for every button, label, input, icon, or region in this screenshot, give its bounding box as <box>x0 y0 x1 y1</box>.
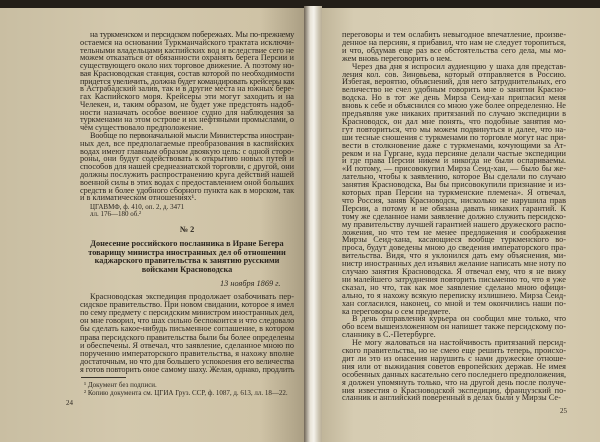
body-text-line: величество не счел удобным говорить мне о занятии Красно- <box>342 85 566 95</box>
body-text-line: чём существовало предположение. <box>80 123 204 133</box>
document-title-line: каджарского правительства к занятию русскими <box>94 256 280 266</box>
body-text-line: Мирзы Сеид-хана, касающиеся вообще туркменского во- <box>342 235 566 245</box>
body-text-line: которых прав Персии на туркменские племена». Я отвечал, <box>342 188 566 197</box>
body-text-line: он мне говорил, что шах сильно беспокоится и что следовало <box>80 316 295 326</box>
body-text-line: ши тесные сношения с туркменами по торговле могут нас при- <box>342 132 566 142</box>
body-text-line: и обеспечены. Я отвечал, что заявление, сделанное мною по <box>80 340 294 350</box>
body-text-line: вая Красноводская станция, состав которой по необходимости <box>80 68 294 78</box>
body-text-line: гут повториться, что мы можем подвинуться и далее, что на- <box>342 124 566 134</box>
body-text-line: ально, то я нахожу всякую переписку излишнею. Мирза Сеид- <box>342 290 566 300</box>
body-text-line: Красноводск, он дал мне понять, что подобные занятия мо- <box>342 116 566 126</box>
body-text-line: лательно, чтобы к заявлению, которое Вы сделали по случаю <box>342 172 566 182</box>
body-text-line: тельными владельцами каспийских вод и вследствие сего не <box>80 45 294 55</box>
body-text-line: му правительству лучшей гарантией нашего дружеского распо- <box>342 219 567 229</box>
body-text-line: и в климатическом отношениях¹. <box>80 193 197 203</box>
body-text-line: по сему предмету с персидским министром иностранных дел, <box>80 308 294 318</box>
body-text-line: и что, обдумав еще раз все обстоятельства сего дела, мы мо- <box>342 45 566 55</box>
body-text-line: проса, будут доведены мною до сведения императорского пра- <box>342 243 566 253</box>
body-text-line: роны, они будут содействовать к открытию новых путей и <box>80 154 294 164</box>
body-text-line: сказал, но что, так как мое заявление сделано мною офици- <box>342 282 566 292</box>
body-text-line: предъявляя уже никаких притязаний по случаю экспедиции в <box>342 109 566 118</box>
body-text-line: существующего около них торговое движение. А поэтому но- <box>80 61 294 71</box>
document-number: № 2 <box>179 225 195 234</box>
body-text-line: ления кол. сов. Зиновьева, который отправляется в Россию. <box>342 69 566 79</box>
footnote: ¹ Документ без подписи. <box>84 381 157 389</box>
body-text-line: Вообще по первоначальной мысли Министерства иностран- <box>90 131 294 140</box>
body-text-line: в Астрабадский залив, так и в другие места на южных бере- <box>80 84 294 94</box>
body-text-line: водах имеют главным образом двоякую цель: с одной сторо- <box>80 146 294 156</box>
body-text-line: гах Каспийского моря. Крейсеры эти могут заходить и на <box>80 92 294 102</box>
body-text-line: права персидского правительства были бы более определены <box>80 332 294 342</box>
page-number: 25 <box>560 407 567 415</box>
body-text-line: ности назначать особое военное судно для наблюдения за <box>80 107 294 117</box>
body-text-line: хан согласился, наконец, со мной и тем окончились наши по- <box>342 298 566 308</box>
body-text-line: нистр иностранных дел изъявил желание написать мне ноту по <box>342 259 566 269</box>
body-text-line: и где права Персии никем и никогда не были оспариваемы. <box>342 156 566 166</box>
body-text-line: что Россия, заняв Красноводск, нисколько не нарушила прав <box>342 195 566 205</box>
body-text-line: вновь к себе и объяснился со мною уже более определенно. Не <box>342 101 566 111</box>
body-text-line: придется увеличить, должна будет командировать крейсеры как <box>80 76 295 86</box>
body-text-line: Персии, а потому и не обязана давать никаких гарантий. К <box>342 203 566 213</box>
body-text-line: Через два дня я испросил аудиенцию у шаха для представ- <box>352 61 566 71</box>
body-text-line: дит ли это из опасения нарушить с нами дружеские отноше- <box>342 353 566 363</box>
document-title-line: Донесение российского посланника в Иране Бегера <box>90 239 284 248</box>
body-text-line: ния известия о Красноводской экспедиции, французский по- <box>342 385 566 395</box>
body-text-line: способов для нашей среднеазиатской торговли, с другой, они <box>80 162 294 172</box>
body-text-line: особенных данных касательно сего последнего предположения, <box>342 369 566 379</box>
body-text-line: средств и более удобного сборного пункта как в морском, так <box>80 185 294 195</box>
body-text-line: ка переговоры о сем предмете. <box>342 306 451 316</box>
body-text-line: военной силы в этих водах с предоставлением оной больших <box>80 177 294 187</box>
body-text-line: сидское правительство. При новом свидании, которое я имел <box>80 300 294 310</box>
body-text-line: жем вновь переговорить о нем. <box>342 53 452 63</box>
body-text-line: Избегая, вероятно, объяснений, для него затруднительных, его <box>342 77 566 87</box>
body-text-line: ложения, но что тем не менее предложения и соображения <box>342 227 566 237</box>
body-text-line: тому же сделанное нами заявление должно служить персидско- <box>342 211 566 221</box>
body-text-line: В день отправления курьера он сообщил мне только, что <box>352 314 566 324</box>
body-text-line: вительства. Видя, что я уклонился дать ему объяснения, ми- <box>342 251 566 261</box>
document-date: 13 ноября 1869 г. <box>220 279 281 288</box>
body-text-line: сланник и английский поверенный в делах были у Мирзы Се- <box>342 393 561 403</box>
body-text-line: водска. Но в тот же день Мирза Сеид-хан пригласил меня <box>342 93 566 103</box>
document-title-line: товарищу министра иностранных дел об отношении <box>88 247 286 257</box>
body-text-line: остаемся на основании Туркманчайского трактата исключи- <box>80 37 294 47</box>
body-text-line: на туркменском и персидском побережьях. Мы по-прежнему <box>90 30 294 39</box>
body-text-line: ния или от выжидания советов европейских держав. Не имея <box>342 361 566 371</box>
body-text-line: бы сделать какое-нибудь письменное соглашение, в котором <box>80 324 294 334</box>
body-text-line: ни малейшего затруднения повторить письменно то, что я уже <box>342 274 566 284</box>
body-text-line: Не могу жаловаться на настойчивость притязаний персид- <box>352 338 566 348</box>
body-text-line: сланнику в С.-Петербурге. <box>342 330 436 340</box>
footnote: ² Копию документа см. ЦГИА Груз. ССР, ф. 1087, д. 613, лл. 18—22. <box>84 389 288 397</box>
body-text-line: денное на персиян, я прибавил, что нам не следует торопиться, <box>342 37 566 47</box>
body-text-line: Красноводская экспедиция продолжает озабочивать пер- <box>90 292 294 301</box>
body-text-line: туркменами на этом острове и их нефтяными промыслами, о <box>80 115 294 125</box>
body-text-line: переговоры и тем ослабить невыгодное впечатление, произве- <box>342 30 566 39</box>
body-text-line: вести в столкновение даже с туркменами, кочующими за Ат- <box>342 140 566 150</box>
body-text-line: должны послужить распространению круга действий нашей <box>80 170 295 179</box>
body-text-line: обо всем вышеизложенном он напишет также персидскому по- <box>342 322 566 332</box>
body-text-line: я должен упомянуть только, что на другой день после получе- <box>342 377 566 387</box>
body-text-line: Челекен, и, таким образом, не будет уже предстоять надоб- <box>80 99 294 109</box>
archive-reference: ЦГАВМФ, ф. 410, оп. 2, д. 3471 <box>90 203 185 211</box>
archive-reference: лл. 176—180 об.² <box>90 210 142 218</box>
body-text-line: достаточным, но что для большего успокоения его величества <box>80 356 295 366</box>
body-text-line: ных дел, все предполагаемые преобразования в каспийских <box>80 138 294 148</box>
body-text-line: поручению императорского правительства, я нахожу вполне <box>80 348 294 358</box>
body-text-line: случаю занятия Красноводска. Я отвечал ему, что я не вижу <box>342 267 566 276</box>
body-text-line: ского правительства, но не смею еще решить теперь, происхо- <box>342 346 566 355</box>
body-text-line: реком и на Гургане, куда персияне делали частые экспедиции <box>342 148 566 158</box>
body-text-line: занятия Красноводска, Вы бы присовокупили признание и из- <box>342 180 566 190</box>
body-text-line: «И потому, — присовокупил Мирза Сеид-хан, — было бы же- <box>342 164 566 174</box>
page-number: 24 <box>66 399 73 407</box>
document-title-line: войсками Красноводска <box>141 265 233 275</box>
body-text-line: я готов повторить оное самому шаху. Желая, однако, продлить <box>80 364 295 374</box>
body-text-line: можем отказаться от обязанности охранять берега Персии и <box>80 53 294 63</box>
